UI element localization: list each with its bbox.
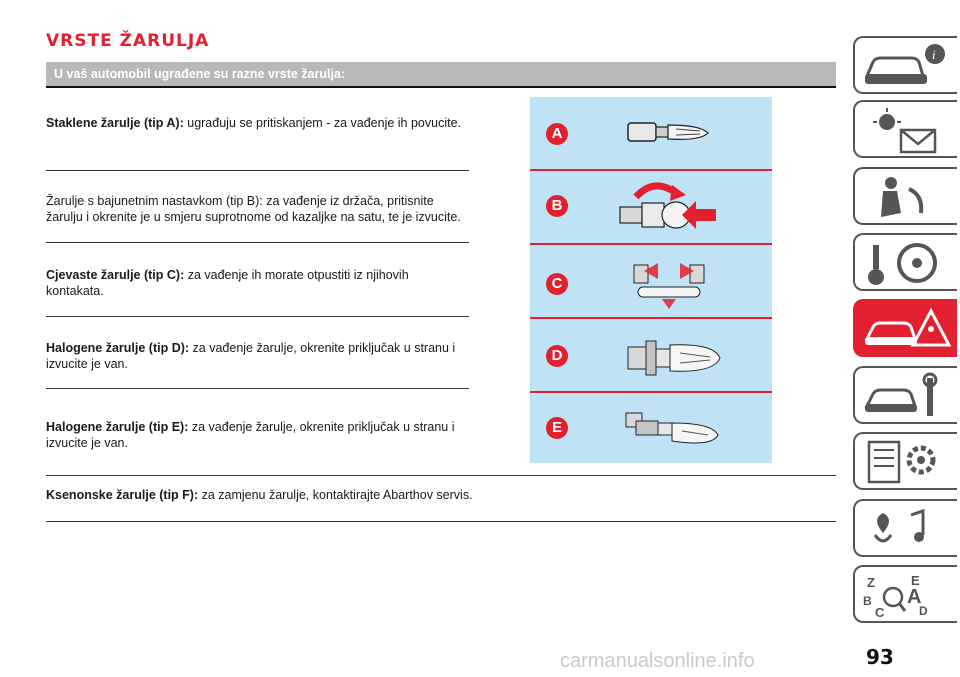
- page-number: 93: [866, 645, 894, 669]
- tab-maintenance[interactable]: [853, 366, 957, 424]
- row-type-a-bold: Staklene žarulje (tip A):: [46, 116, 184, 130]
- row-type-d-text: za vađenje žarulje, okrenite priključak u stranu i izvucite je van.: [46, 341, 456, 371]
- svg-text:E: E: [911, 573, 920, 588]
- breakdown-icon: [861, 305, 951, 355]
- bulb-illustration-panel: [530, 97, 772, 463]
- specs-gear-icon: [861, 438, 951, 488]
- row-type-f-text: za zamjenu žarulje, kontaktirajte Abarthov servis.: [198, 488, 473, 502]
- tubular-bulb-icon: [630, 257, 710, 311]
- tab-safety[interactable]: [853, 167, 957, 225]
- index-letters-icon: [861, 571, 951, 621]
- badge-c: C: [546, 273, 568, 295]
- separator: [46, 388, 469, 389]
- car-service-icon: [861, 372, 951, 422]
- svg-text:A: A: [907, 586, 922, 608]
- svg-text:i: i: [932, 47, 936, 62]
- multimedia-icon: [861, 505, 951, 555]
- key-steering-icon: [861, 239, 951, 289]
- tab-multimedia[interactable]: [853, 499, 957, 557]
- row-type-f-bold: Ksenonske žarulje (tip F):: [46, 488, 199, 502]
- tab-lights[interactable]: [853, 100, 957, 158]
- row-type-c-bold: Cjevaste žarulje (tip C):: [46, 268, 185, 282]
- intro-bar: [46, 62, 836, 88]
- intro-text: U vaš automobil ugrađene su razne vrste žarulja:: [54, 67, 346, 81]
- svg-text:D: D: [919, 604, 928, 618]
- tab-emergency[interactable]: [853, 299, 957, 357]
- separator: [46, 170, 469, 171]
- separator: [46, 316, 469, 317]
- airbag-seat-icon: [861, 173, 951, 223]
- svg-text:C: C: [875, 605, 885, 620]
- row-type-a-text: ugrađuju se pritiskanjem - za vađenje ih povucite.: [183, 116, 461, 130]
- tab-car-info[interactable]: [853, 36, 957, 94]
- tab-starting[interactable]: [853, 233, 957, 291]
- halogen-bulb-d-icon: [622, 327, 732, 385]
- bulb-cell-e: [530, 393, 772, 463]
- bayonet-bulb-icon: [614, 175, 734, 237]
- row-type-d: [46, 340, 469, 372]
- badge-b: B: [546, 195, 568, 217]
- badge-a: A: [546, 123, 568, 145]
- badge-d: D: [546, 345, 568, 367]
- page-title: VRSTE ŽARULJA: [46, 31, 210, 51]
- tab-index[interactable]: [853, 565, 957, 623]
- row-type-c: [46, 267, 469, 299]
- glass-bulb-icon: [620, 109, 720, 159]
- tab-specs[interactable]: [853, 432, 957, 490]
- row-type-d-bold: Halogene žarulje (tip D):: [46, 341, 190, 355]
- row-type-a: [46, 115, 469, 131]
- lights-mail-icon: [861, 106, 951, 156]
- row-type-f: [46, 487, 476, 503]
- halogen-bulb-e-icon: [622, 401, 732, 457]
- separator: [46, 242, 469, 243]
- row-type-c-text: za vađenje ih morate otpustiti iz njihovih kontakata.: [46, 268, 409, 298]
- row-type-e-text: za vađenje žarulje, okrenite priključak u stranu i izvucite je van.: [46, 420, 455, 450]
- row-type-e: [46, 419, 469, 451]
- bulb-cell-b: [530, 171, 772, 243]
- svg-text:B: B: [863, 594, 872, 608]
- row-type-e-bold: Halogene žarulje (tip E):: [46, 420, 189, 434]
- row-type-b-text: Žarulje s bajunetnim nastavkom (tip B): za vađenje iz držača, pritisnite žarulju i okrenite je u smjeru suprotnome od kazaljke na satu, te je izvucite.: [46, 194, 461, 224]
- bulb-cell-a: [530, 97, 772, 169]
- bulb-cell-d: [530, 319, 772, 391]
- bulb-cell-c: [530, 245, 772, 317]
- svg-text:Z: Z: [867, 575, 875, 590]
- badge-e: E: [546, 417, 568, 439]
- watermark-text: carmanualsonline.info: [560, 650, 755, 672]
- row-type-b: [46, 193, 469, 225]
- separator: [46, 475, 836, 476]
- car-info-icon: [861, 42, 951, 92]
- separator: [46, 521, 836, 522]
